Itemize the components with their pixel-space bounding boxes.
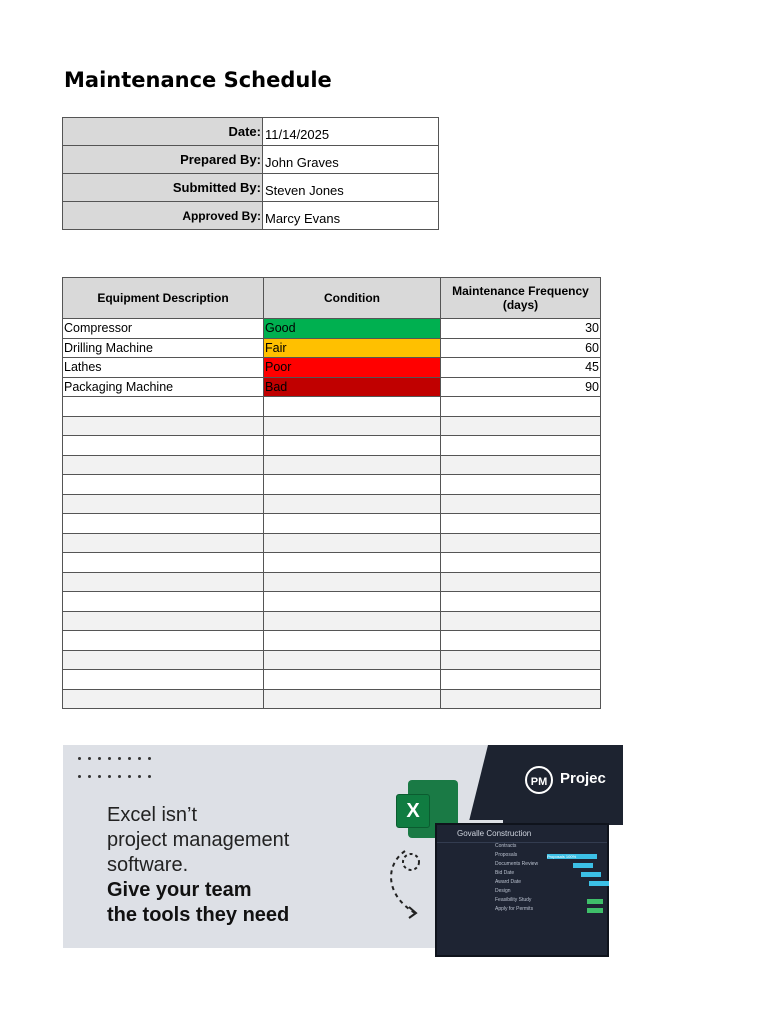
- empty-cell[interactable]: [264, 611, 441, 631]
- empty-cell[interactable]: [63, 670, 264, 690]
- empty-cell[interactable]: [441, 689, 601, 709]
- empty-cell[interactable]: [264, 650, 441, 670]
- date-value[interactable]: 11/14/2025: [263, 118, 439, 146]
- gantt-bar: [587, 899, 603, 904]
- frequency-cell[interactable]: 60: [441, 338, 601, 358]
- equipment-cell[interactable]: Packaging Machine: [63, 377, 264, 397]
- condition-cell[interactable]: Fair: [264, 338, 441, 358]
- gantt-bar: Proposals 100%: [547, 854, 597, 859]
- empty-cell[interactable]: [441, 631, 601, 651]
- screen-task-row: [437, 888, 607, 897]
- empty-row: [63, 436, 601, 456]
- equipment-cell[interactable]: Drilling Machine: [63, 338, 264, 358]
- date-row: [63, 118, 439, 146]
- empty-cell[interactable]: [441, 533, 601, 553]
- header-condition: Condition: [264, 278, 441, 319]
- gantt-bar: [587, 908, 603, 913]
- approved-by-value[interactable]: Marcy Evans: [263, 202, 439, 230]
- info-table: [62, 117, 439, 230]
- submitted-by-label: Submitted By:: [63, 174, 263, 202]
- empty-cell[interactable]: [441, 436, 601, 456]
- empty-cell[interactable]: [63, 533, 264, 553]
- screen-task-row: [437, 852, 607, 861]
- screen-task-row: [437, 861, 607, 870]
- banner-line-2: project management: [107, 829, 290, 851]
- empty-row: [63, 494, 601, 514]
- empty-cell[interactable]: [441, 416, 601, 436]
- empty-cell[interactable]: [63, 553, 264, 573]
- empty-row: [63, 611, 601, 631]
- empty-row: [63, 416, 601, 436]
- screen-task-label: Contracts: [495, 843, 517, 849]
- screen-task-label: Proposals: [495, 852, 518, 858]
- empty-row: [63, 631, 601, 651]
- empty-cell[interactable]: [63, 592, 264, 612]
- empty-cell[interactable]: [63, 650, 264, 670]
- submitted-by-value[interactable]: Steven Jones: [263, 174, 439, 202]
- empty-row: [63, 592, 601, 612]
- excel-icon: X: [396, 780, 458, 838]
- gantt-bar: [589, 881, 609, 886]
- condition-cell[interactable]: Bad: [264, 377, 441, 397]
- empty-row: [63, 650, 601, 670]
- empty-cell[interactable]: [63, 416, 264, 436]
- frequency-cell[interactable]: 30: [441, 319, 601, 339]
- empty-cell[interactable]: [63, 611, 264, 631]
- banner-line-1: Excel isn’t: [107, 804, 198, 826]
- empty-row: [63, 553, 601, 573]
- banner-text: [107, 803, 289, 928]
- frequency-cell[interactable]: 90: [441, 377, 601, 397]
- promo-banner[interactable]: [63, 745, 606, 948]
- empty-cell[interactable]: [63, 572, 264, 592]
- equipment-cell[interactable]: Lathes: [63, 358, 264, 378]
- approved-by-label: Approved By:: [63, 202, 263, 230]
- empty-cell[interactable]: [264, 631, 441, 651]
- banner-line-3: software.: [107, 854, 189, 876]
- empty-row: [63, 572, 601, 592]
- empty-cell[interactable]: [264, 436, 441, 456]
- table-row: [63, 377, 601, 397]
- empty-cell[interactable]: [264, 553, 441, 573]
- empty-cell[interactable]: [264, 397, 441, 417]
- table-row: [63, 319, 601, 339]
- page-title: Maintenance Schedule: [64, 68, 332, 92]
- empty-row: [63, 670, 601, 690]
- brand-name: Projec: [560, 770, 606, 787]
- screen-title: Govalle Construction: [437, 825, 607, 843]
- screen-task-row: [437, 870, 607, 879]
- empty-cell[interactable]: [264, 572, 441, 592]
- empty-row: [63, 455, 601, 475]
- table-header-row: [63, 278, 601, 319]
- empty-cell[interactable]: [441, 572, 601, 592]
- table-row: [63, 338, 601, 358]
- empty-cell[interactable]: [63, 455, 264, 475]
- app-screenshot: [435, 823, 609, 957]
- empty-cell[interactable]: [264, 514, 441, 534]
- condition-cell[interactable]: Good: [264, 319, 441, 339]
- gantt-bar: [573, 863, 593, 868]
- header-frequency: Maintenance Frequency (days): [441, 278, 601, 319]
- empty-cell[interactable]: [264, 416, 441, 436]
- table-row: [63, 358, 601, 378]
- empty-row: [63, 514, 601, 534]
- empty-cell[interactable]: [264, 689, 441, 709]
- prepared-by-label: Prepared By:: [63, 146, 263, 174]
- dot-pattern: [75, 755, 165, 791]
- empty-cell[interactable]: [264, 455, 441, 475]
- empty-cell[interactable]: [441, 397, 601, 417]
- screen-task-row: [437, 906, 607, 915]
- empty-cell[interactable]: [264, 533, 441, 553]
- empty-row: [63, 475, 601, 495]
- empty-cell[interactable]: [441, 650, 601, 670]
- empty-cell[interactable]: [441, 455, 601, 475]
- empty-cell[interactable]: [63, 514, 264, 534]
- screen-task-label: Design: [495, 888, 511, 894]
- empty-cell[interactable]: [441, 592, 601, 612]
- screen-task-label: Documents Review: [495, 861, 539, 867]
- banner-line-5: the tools they need: [107, 904, 290, 926]
- empty-cell[interactable]: [63, 631, 264, 651]
- screen-task-label: Bid Date: [495, 870, 515, 876]
- screen-task-row: [437, 879, 607, 888]
- screen-task-label: Award Date: [495, 879, 522, 885]
- empty-cell[interactable]: [264, 670, 441, 690]
- condition-cell[interactable]: Poor: [264, 358, 441, 378]
- empty-row: [63, 689, 601, 709]
- pm-logo-icon: PM: [525, 766, 553, 794]
- empty-cell[interactable]: [63, 494, 264, 514]
- empty-cell[interactable]: [441, 475, 601, 495]
- empty-cell[interactable]: [441, 611, 601, 631]
- screen-task-row: [437, 843, 607, 852]
- screen-task-label: Apply for Permits: [495, 906, 534, 912]
- equipment-table: [62, 277, 601, 709]
- dashed-arrow-icon: [385, 845, 435, 925]
- empty-cell[interactable]: [63, 397, 264, 417]
- empty-cell[interactable]: [441, 514, 601, 534]
- empty-row: [63, 533, 601, 553]
- empty-cell[interactable]: [264, 475, 441, 495]
- prepared-row: [63, 146, 439, 174]
- empty-cell[interactable]: [63, 689, 264, 709]
- prepared-by-value[interactable]: John Graves: [263, 146, 439, 174]
- equipment-cell[interactable]: Compressor: [63, 319, 264, 339]
- date-label: Date:: [63, 118, 263, 146]
- frequency-cell[interactable]: 45: [441, 358, 601, 378]
- banner-line-4: Give your team: [107, 879, 252, 901]
- empty-cell[interactable]: [264, 494, 441, 514]
- gantt-bar: [581, 872, 601, 877]
- empty-cell[interactable]: [264, 592, 441, 612]
- empty-row: [63, 397, 601, 417]
- empty-cell[interactable]: [441, 553, 601, 573]
- empty-cell[interactable]: [63, 475, 264, 495]
- empty-cell[interactable]: [441, 670, 601, 690]
- empty-cell[interactable]: [441, 494, 601, 514]
- empty-cell[interactable]: [63, 436, 264, 456]
- screen-task-label: Feasibility Study: [495, 897, 532, 903]
- submitted-row: [63, 174, 439, 202]
- approved-row: [63, 202, 439, 230]
- screen-task-row: [437, 897, 607, 906]
- header-equipment: Equipment Description: [63, 278, 264, 319]
